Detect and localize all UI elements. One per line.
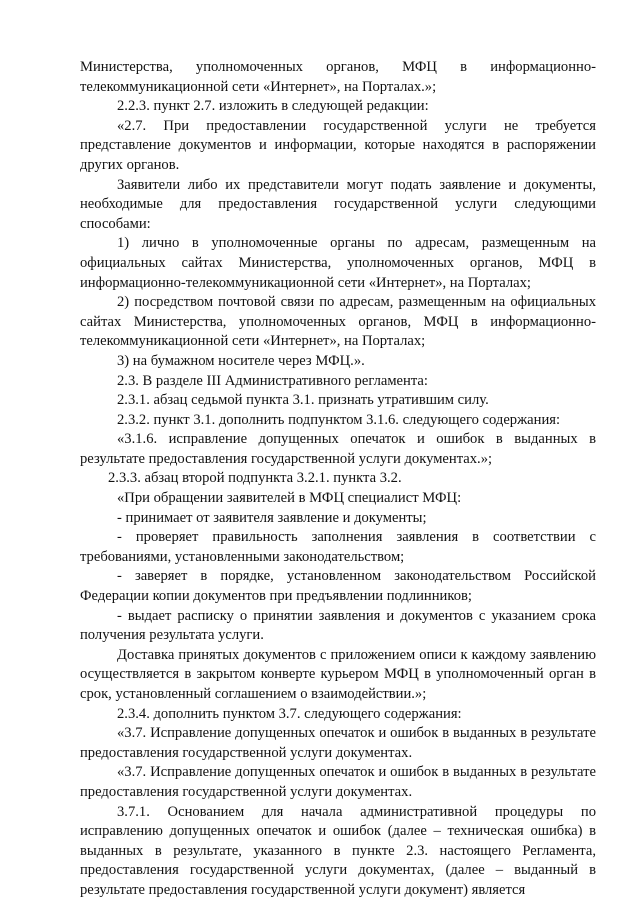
paragraph-18: Доставка принятых документов с приложением описи к каждому заявлению осуществляется в закрытом конверте курьером МФЦ в уполномоченный орган в срок, установленный соглашением о взаимодействии.»; (80, 646, 596, 702)
paragraph-5: 1) лично в уполномоченные органы по адресам, размещенным на официальных сайтах Министерства, уполномоченных органов, МФЦ в информационно-телекоммуникационной сети «Интернет», на Порталах; (80, 235, 596, 291)
paragraph-13: «При обращении заявителей в МФЦ специалист МФЦ: (117, 490, 462, 507)
paragraph-22: 3.7.1. Основанием для начала административной процедуры по исправлению допущенных опечаток и ошибок (далее – техническая ошибка) в выданных в результате, указанного в пункте 2.3. настоящего Регламента, предоставления государственной услуги документах, (далее – выданный в результате предоставления государственной услуги документ) является (80, 803, 596, 898)
paragraph-19: 2.3.4. дополнить пунктом 3.7. следующего содержания: (117, 705, 462, 722)
paragraph-3: «2.7. При предоставлении государственной услуги не требуется представление документов и информации, которые находятся в распоряжении других органов. (80, 117, 596, 173)
paragraph-17: - выдает расписку о принятии заявления и документов с указанием срока получения результата услуги. (80, 607, 596, 644)
paragraph-2: 2.2.3. пункт 2.7. изложить в следующей редакции: (117, 98, 429, 115)
paragraph-14: - принимает от заявителя заявление и документы; (117, 509, 427, 526)
paragraph-7: 3) на бумажном носителе через МФЦ.». (117, 352, 365, 369)
document-body (80, 58, 596, 901)
paragraph-10: 2.3.2. пункт 3.1. дополнить подпунктом 3.1.6. следующего содержания: (117, 411, 561, 428)
paragraph-21: «3.7. Исправление допущенных опечаток и ошибок в выданных в результате предоставления государственной услуги документах. (80, 764, 596, 800)
paragraph-1: Министерства, уполномоченных органов, МФЦ в информационно-телекоммуникационной сети «Интернет», на Порталах.»; (80, 59, 596, 95)
paragraph-11: «3.1.6. исправление допущенных опечаток и ошибок в выданных в результате предоставления государственной услуги документах.»; (80, 431, 596, 467)
paragraph-16: - заверяет в порядке, установленном законодательством Российской Федерации копии документов при предъявлении подлинников; (80, 568, 596, 605)
paragraph-12: 2.3.3. абзац второй подпункта 3.2.1. пункта 3.2. (108, 470, 402, 487)
paragraph-9: 2.3.1. абзац седьмой пункта 3.1. признать утратившим силу. (117, 392, 489, 409)
paragraph-6: 2) посредством почтовой связи по адресам, размещенным на официальных сайтах Министерства, уполномоченных органов, МФЦ в информационно-телекоммуникационной сети «Интернет», на Порталах; (80, 294, 596, 350)
paragraph-20: «3.7. Исправление допущенных опечаток и ошибок в выданных в результате предоставления государственной услуги документах. (80, 725, 596, 761)
paragraph-15: - проверяет правильность заполнения заявления в соответствии с требованиями, установленными законодательством; (80, 529, 596, 565)
paragraph-8: 2.3. В разделе III Административного регламента: (117, 372, 428, 389)
paragraph-4: Заявители либо их представители могут подать заявление и документы, необходимые для предоставления государственной услуги следующими способами: (80, 176, 596, 232)
